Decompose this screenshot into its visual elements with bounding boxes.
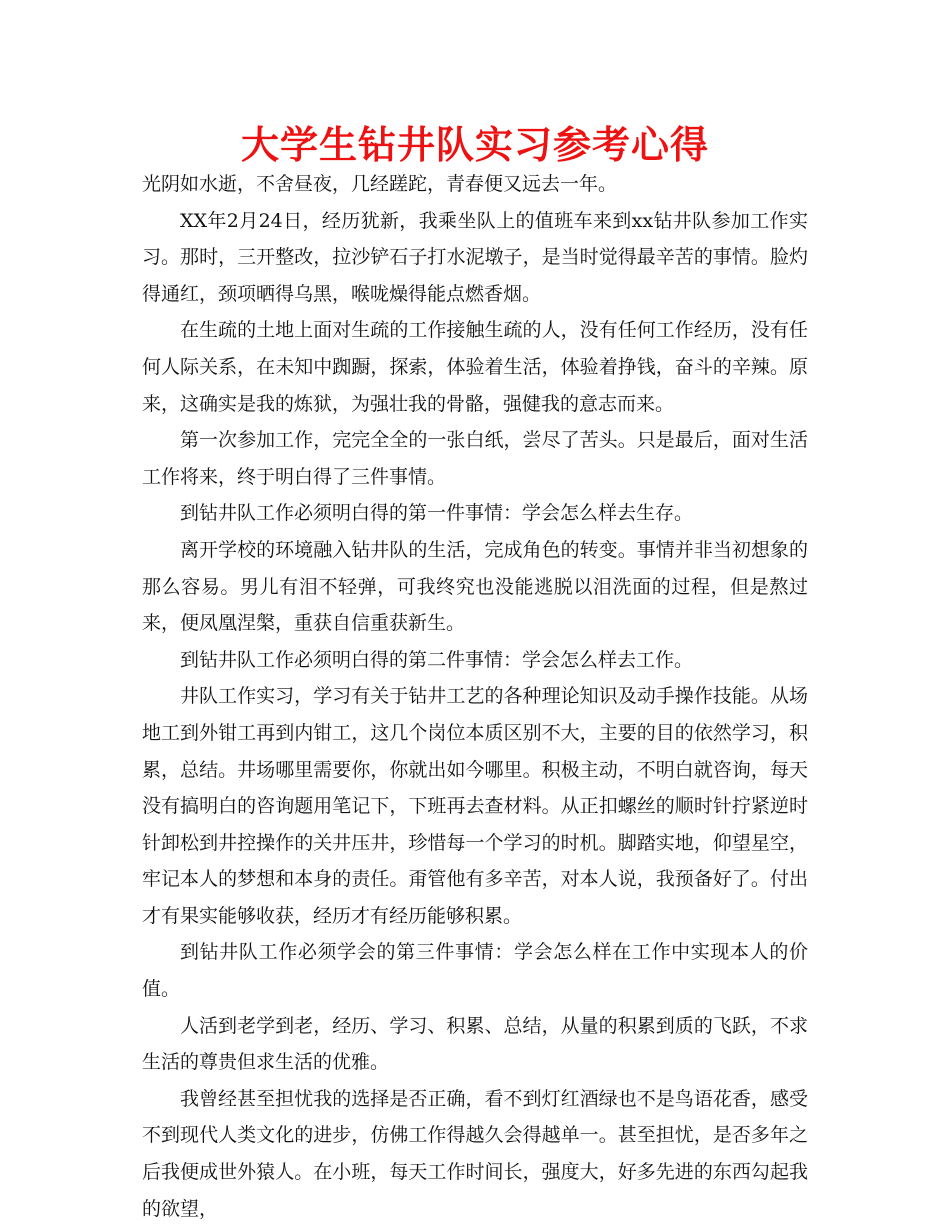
paragraph-11: 我曾经甚至担忧我的选择是否正确，看不到灯红酒绿也不是鸟语花香，感受不到现代人类文化的进步，仿佛工作得越久会得越单一。甚至担忧，是否多年之后我便成世外猿人。在小班，每天工作时间长，强度大，好多先进的东西勾起我的欲望， bbox=[142, 1087, 808, 1220]
paragraph-9: 到钻井队工作必须学会的第三件事情：学会怎么样在工作中实现本人的价值。 bbox=[142, 941, 808, 1001]
paragraph-8: 井队工作实习，学习有关于钻井工艺的各种理论知识及动手操作技能。从场地工到外钳工再到内钳工，这几个岗位本质区别不大，主要的目的依然学习，积累，总结。井场哪里需要你，你就出如今哪里。积极主动，不明白就咨询，每天没有搞明白的咨询题用笔记下，下班再去查材料。从正扣螺丝的顺时针拧紧逆时针卸松到井控操作的关井压井，珍惜每一个学习的时机。脚踏实地，仰望星空，牢记本人的梦想和本身的责任。甭管他有多辛苦，对本人说，我预备好了。付出才有果实能够收获，经历才有经历能够积累。 bbox=[142, 685, 808, 927]
paragraph-6: 离开学校的环境融入钻井队的生活，完成角色的转变。事情并非当初想象的那么容易。男儿有泪不轻弹，可我终究也没能逃脱以泪洗面的过程，但是熬过来，便凤凰涅槃，重获自信重获新生。 bbox=[142, 538, 808, 635]
paragraph-1: 光阴如水逝，不舍昼夜，几经蹉跎，青春便又远去一年。 bbox=[142, 173, 618, 195]
paragraph-5: 到钻井队工作必须明白得的第一件事情：学会怎么样去生存。 bbox=[180, 502, 694, 525]
paragraph-4: 第一次参加工作，完完全全的一张白纸，尝尽了苦头。只是最后，面对生活工作将来，终于明白得了三件事情。 bbox=[142, 429, 808, 488]
document-title: 大学生钻井队实习参考心得 bbox=[240, 123, 709, 167]
document-body bbox=[142, 166, 808, 1227]
paragraph-10: 人活到老学到老，经历、学习、积累、总结，从量的积累到质的飞跃，不求生活的尊贵但求生活的优雅。 bbox=[142, 1014, 808, 1074]
paragraph-7: 到钻井队工作必须明白得的第二件事情：学会怎么样去工作。 bbox=[180, 648, 694, 671]
paragraph-2: XX年2月24日，经历犹新，我乘坐队上的值班车来到xx钻井队参加工作实习。那时，三开整改，拉沙铲石子打水泥墩子，是当时觉得最辛苦的事情。脸灼得通红，颈项晒得乌黑，喉咙燥得能点燃香烟。 bbox=[142, 209, 808, 305]
paragraph-3: 在生疏的土地上面对生疏的工作接触生疏的人，没有任何工作经历，没有任何人际关系，在未知中踟蹰，探索，体验着生活，体验着挣钱，奋斗的辛辣。原来，这确实是我的炼狱，为强壮我的骨骼，强健我的意志而来。 bbox=[142, 319, 808, 415]
